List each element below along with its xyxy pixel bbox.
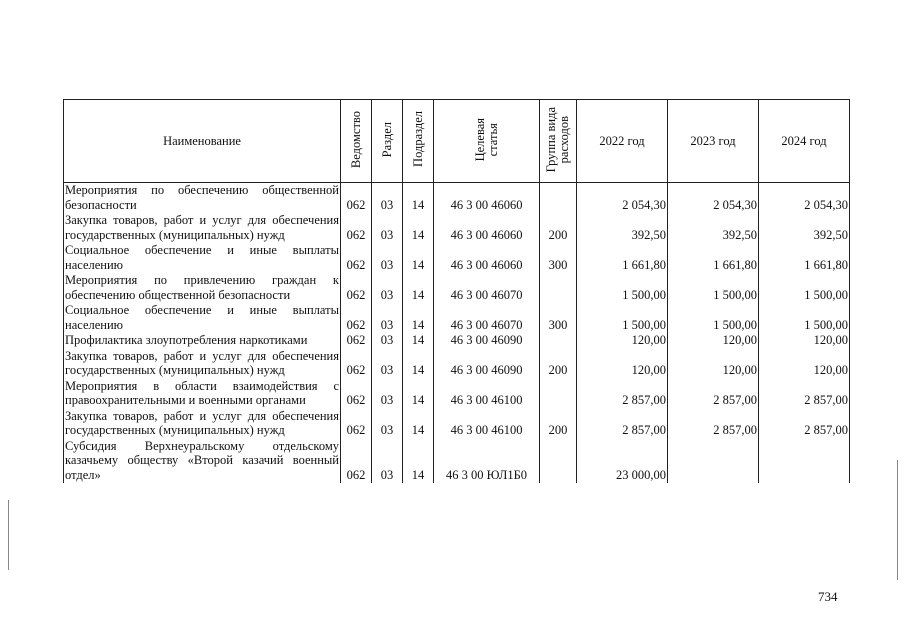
row-razdel [372,349,403,379]
row-value-2023-text: 2 054,30 [713,197,757,212]
row-statya [434,243,540,273]
row-podrazdel-text: 14 [411,257,425,272]
row-podrazdel-text: 14 [411,467,425,482]
row-razdel [372,303,403,333]
row-statya-text: 46 3 00 ЮЛ1Б0 [445,467,527,482]
row-razdel-text: 03 [380,317,394,332]
row-razdel-text: 03 [380,393,394,407]
row-value-2023 [668,273,759,303]
header-2022: 2022 год [577,100,668,183]
row-value-2024-text: 1 500,00 [804,317,848,332]
row-value-2022-text: 120,00 [631,363,666,377]
table-row [64,183,850,214]
row-name-text: Закупка товаров, работ и услуг для обеспечения государственных (муниципальных) нужд [65,408,339,437]
row-razdel-text: 03 [380,227,394,242]
scan-artifact-line [897,460,898,580]
row-value-2024 [759,439,850,484]
row-value-2023-text: 120,00 [722,333,757,347]
row-statya-text: 46 3 00 46060 [450,197,523,212]
row-vedomstvo [341,333,372,349]
row-value-2022 [577,213,668,243]
row-value-2024 [759,303,850,333]
row-gruppa [540,213,577,243]
row-statya [434,409,540,439]
row-value-2024-text: 1 500,00 [804,287,848,302]
row-value-2023 [668,243,759,273]
row-name [64,379,341,409]
header-2024: 2024 год [759,100,850,183]
row-gruppa-text: 200 [548,227,568,242]
table-row [64,439,850,484]
row-value-2022-text: 2 054,30 [622,197,666,212]
row-gruppa [540,409,577,439]
row-vedomstvo-text: 062 [346,423,366,437]
row-razdel [372,333,403,349]
row-vedomstvo-text: 062 [346,287,366,302]
row-value-2023-text [669,482,757,483]
row-name [64,183,341,214]
row-name-text: Мероприятия в области взаимодействия с правоохранительными и военными органами [65,378,339,407]
row-value-2022 [577,379,668,409]
row-value-2023 [668,409,759,439]
row-name-text: Закупка товаров, работ и услуг для обеспечения государственных (муниципальных) нужд [65,213,339,242]
row-vedomstvo-text: 062 [346,333,366,347]
row-gruppa [540,379,577,409]
row-value-2022-text: 2 857,00 [622,393,666,407]
row-value-2023 [668,213,759,243]
row-value-2023 [668,333,759,349]
row-value-2024-text: 120,00 [813,363,848,377]
row-value-2022 [577,349,668,379]
row-statya [434,213,540,243]
row-value-2023-text: 1 500,00 [713,317,757,332]
row-value-2024 [759,273,850,303]
row-name [64,213,341,243]
row-statya-text: 46 3 00 46090 [450,363,523,377]
row-statya-text: 46 3 00 46070 [450,317,523,332]
row-value-2024-text: 2 857,00 [804,393,848,407]
row-podrazdel-text: 14 [411,287,425,302]
header-gruppa: Группа вида расходов [540,100,577,183]
header-podrazdel: Подраздел [403,100,434,183]
row-podrazdel-text: 14 [411,197,425,212]
header-vedomstvo: Ведомство [341,100,372,183]
row-vedomstvo [341,183,372,214]
row-razdel [372,243,403,273]
row-value-2024-text: 2 857,00 [804,423,848,437]
row-statya [434,303,540,333]
row-value-2022-text: 2 857,00 [622,423,666,437]
row-value-2023-text: 1 661,80 [713,257,757,272]
row-statya-text: 46 3 00 46100 [450,423,523,437]
table-row [64,243,850,273]
table-body [64,183,850,484]
row-value-2024 [759,183,850,214]
row-name-text: Мероприятия по привлечению граждан к обеспечению общественной безопасности [65,273,339,302]
row-value-2022 [577,273,668,303]
row-podrazdel-text: 14 [411,227,425,242]
row-value-2022 [577,183,668,214]
header-statya: Целевая статья [434,100,540,183]
row-razdel [372,379,403,409]
row-razdel [372,409,403,439]
row-statya-text: 46 3 00 46070 [450,287,523,302]
row-statya [434,439,540,484]
row-statya-text: 46 3 00 46100 [450,393,523,407]
row-razdel [372,439,403,484]
row-gruppa [540,243,577,273]
row-statya [434,379,540,409]
row-statya [434,349,540,379]
row-vedomstvo [341,243,372,273]
row-gruppa [540,333,577,349]
row-razdel-text: 03 [380,423,394,437]
row-gruppa [540,349,577,379]
row-value-2022-text: 392,50 [631,227,666,242]
header-2023: 2023 год [668,100,759,183]
row-razdel-text: 03 [380,197,394,212]
row-value-2023 [668,303,759,333]
row-statya-text: 46 3 00 46090 [450,333,523,347]
row-value-2024 [759,243,850,273]
row-razdel [372,273,403,303]
row-statya-text: 46 3 00 46060 [450,257,523,272]
row-statya [434,273,540,303]
header-razdel: Раздел [372,100,403,183]
row-podrazdel [403,439,434,484]
row-podrazdel [403,213,434,243]
row-podrazdel [403,409,434,439]
row-value-2024 [759,333,850,349]
table-header-row [64,100,850,183]
row-value-2022-text: 23 000,00 [616,467,666,482]
row-vedomstvo [341,303,372,333]
row-name-text: Социальное обеспечение и иные выплаты населению [65,303,339,332]
row-podrazdel-text: 14 [411,333,425,347]
row-vedomstvo-text: 062 [346,257,366,272]
scan-artifact-line [8,500,9,570]
row-name [64,439,341,484]
row-value-2024 [759,379,850,409]
row-gruppa [540,439,577,484]
row-name [64,273,341,303]
row-value-2024-text: 120,00 [813,333,848,347]
row-value-2024 [759,349,850,379]
row-value-2023-text: 2 857,00 [713,393,757,407]
row-value-2024-text: 392,50 [813,227,848,242]
row-value-2024-text: 2 054,30 [804,197,848,212]
row-gruppa-text: 200 [548,363,568,377]
row-value-2023-text: 1 500,00 [713,287,757,302]
row-podrazdel [403,243,434,273]
table-row [64,213,850,243]
row-name [64,243,341,273]
row-value-2022 [577,439,668,484]
table-row [64,333,850,349]
row-vedomstvo [341,379,372,409]
row-value-2022-text: 1 500,00 [622,317,666,332]
row-razdel [372,183,403,214]
row-razdel-text: 03 [380,257,394,272]
row-gruppa [540,303,577,333]
row-statya [434,183,540,214]
row-name-text: Закупка товаров, работ и услуг для обеспечения государственных (муниципальных) нужд [65,348,339,377]
row-gruppa-text: 300 [548,257,568,272]
row-razdel [372,213,403,243]
row-value-2023 [668,349,759,379]
row-vedomstvo-text: 062 [346,227,366,242]
row-razdel-text: 03 [380,363,394,377]
row-vedomstvo-text: 062 [346,393,366,407]
row-statya [434,333,540,349]
row-podrazdel [403,379,434,409]
row-value-2024-text: 1 661,80 [804,257,848,272]
row-vedomstvo-text: 062 [346,317,366,332]
row-gruppa [540,273,577,303]
budget-table [63,99,850,483]
row-name [64,349,341,379]
row-value-2024 [759,409,850,439]
row-podrazdel [403,273,434,303]
row-value-2023 [668,439,759,484]
row-gruppa-text: 200 [548,423,568,437]
row-gruppa-text: 300 [548,317,568,332]
row-value-2022 [577,409,668,439]
row-value-2023 [668,183,759,214]
table-row [64,349,850,379]
table-row [64,303,850,333]
row-podrazdel-text: 14 [411,393,425,407]
row-podrazdel [403,183,434,214]
row-value-2023 [668,379,759,409]
row-vedomstvo-text: 062 [346,197,366,212]
row-name [64,333,341,349]
row-statya-text: 46 3 00 46060 [450,227,523,242]
table-row [64,409,850,439]
row-vedomstvo [341,273,372,303]
row-podrazdel [403,303,434,333]
row-vedomstvo-text: 062 [346,363,366,377]
row-value-2022 [577,243,668,273]
row-podrazdel-text: 14 [411,363,425,377]
row-podrazdel-text: 14 [411,317,425,332]
row-name-text: Субсидия Верхнеуральскому отдельскому казачьему обществу «Второй казачий военный отдел» [65,438,339,482]
row-value-2024 [759,213,850,243]
row-value-2023-text: 2 857,00 [713,423,757,437]
row-value-2022-text: 1 500,00 [622,287,666,302]
row-vedomstvo [341,409,372,439]
row-gruppa-text [541,482,575,483]
row-podrazdel [403,349,434,379]
row-podrazdel-text: 14 [411,423,425,437]
row-gruppa [540,183,577,214]
row-podrazdel [403,333,434,349]
row-name [64,409,341,439]
row-value-2023-text: 120,00 [722,363,757,377]
row-value-2022-text: 120,00 [631,333,666,347]
row-name-text: Мероприятия по обеспечению общественной безопасности [65,183,339,212]
row-name-text: Социальное обеспечение и иные выплаты населению [65,243,339,272]
row-razdel-text: 03 [380,467,394,482]
page-number: 734 [818,589,838,604]
row-value-2022-text: 1 661,80 [622,257,666,272]
table-row [64,273,850,303]
row-name-text: Профилактика злоупотребления наркотиками [65,333,308,347]
row-razdel-text: 03 [380,333,394,347]
row-razdel-text: 03 [380,287,394,302]
row-value-2022 [577,303,668,333]
row-value-2022 [577,333,668,349]
row-value-2024-text [760,482,848,483]
row-vedomstvo [341,213,372,243]
row-vedomstvo [341,349,372,379]
table-row [64,379,850,409]
row-vedomstvo [341,439,372,484]
row-name [64,303,341,333]
row-vedomstvo-text: 062 [346,467,366,482]
row-value-2023-text: 392,50 [722,227,757,242]
header-name: Наименование [64,100,341,183]
